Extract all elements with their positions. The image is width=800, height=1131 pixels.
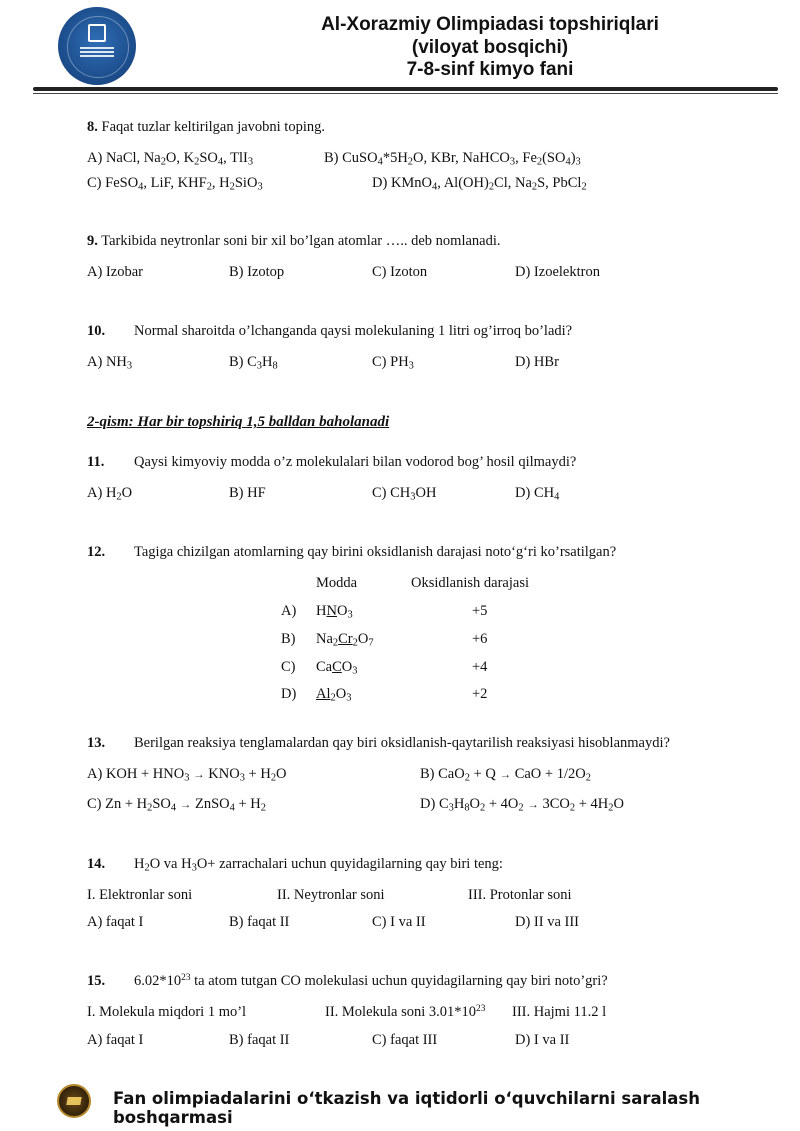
q10-option-c[interactable]: C) $PH_3$: [372, 354, 414, 372]
graduation-cap-icon: [57, 1084, 91, 1118]
q13-option-d[interactable]: D) $C_3H_8O_2 + 4O_2 \to 3CO_2 + 4H_2O$: [420, 796, 624, 814]
question-13: 13.: [87, 735, 106, 751]
olympiad-logo: [58, 7, 136, 85]
q12-column-oksidlanish: Oksidlanish darajasi: [411, 575, 529, 591]
question-9: 9. Tarkibida neytronlar soni bir xil bo’lgan atomlar ….. deb nomlanadi.: [87, 233, 501, 249]
question-10-text: Normal sharoitda o’lchanganda qaysi molekulaning 1 litri og’irroq bo’ladi?: [134, 323, 573, 339]
q9-option-b[interactable]: B) Izotop: [229, 264, 285, 280]
q13-option-a[interactable]: A) KOH + $HNO_3 \to KNO_3 + H_2O$: [87, 766, 287, 784]
question-15-text: $6.02*10^{23}$ ta atom tutgan CO molekulasi uchun quyidagilarning qay biri noto’gri?: [134, 972, 608, 989]
question-14: 14.: [87, 856, 106, 872]
q12-option-c-label[interactable]: C): [281, 659, 296, 675]
q13-option-b[interactable]: B) CaO$_2$ + Q → CaO + $1/2O_2$: [420, 766, 591, 784]
header-title-line3: 7-8-sinf kimyo fani: [406, 59, 574, 80]
q12-option-a-label[interactable]: A): [281, 603, 297, 619]
q12-option-d-substance: $Al_2O_3$: [316, 686, 352, 704]
q11-option-b[interactable]: B) HF: [229, 485, 266, 501]
header-title-line1: Al-Xorazmiy Olimpiadasi topshiriqlari: [321, 14, 659, 35]
section-2-heading: 2-qism: Har bir topshiriq 1,5 balldan baholanadi: [87, 414, 390, 430]
q12-option-a-value: +5: [472, 603, 488, 619]
q15-item-1: I. Molekula miqdori 1 mo’l: [87, 1004, 247, 1020]
q15-item-2: II. Molekula soni $3.01*10^{23}$: [325, 1003, 486, 1020]
q11-option-a[interactable]: A) $H_2O$: [87, 485, 133, 503]
q13-option-c[interactable]: C) $Zn + H_2SO_4$ → ZnSO$_4$ + $H_2$: [87, 796, 266, 814]
q10-option-d[interactable]: D) HBr: [515, 354, 559, 370]
q11-option-d[interactable]: D) $CH_4$: [515, 485, 560, 503]
q14-item-2: II. Neytronlar soni: [277, 887, 385, 903]
header-divider: [33, 87, 778, 91]
q9-option-a[interactable]: A) Izobar: [87, 264, 143, 280]
q14-option-c[interactable]: C) I va II: [372, 914, 426, 930]
q11-option-c[interactable]: C) $CH_3OH$: [372, 485, 437, 503]
q12-column-modda: Modda: [316, 575, 358, 591]
footer-text: Fan olimpiadalarini o‘tkazish va iqtidorli o‘quvchilarni saralash boshqarmasi: [113, 1089, 700, 1127]
q8-option-b[interactable]: B) $CuSO_4*5H_2O$, KBr, NaHCO$_3$, $Fe_2(SO_4)_3$: [324, 150, 581, 168]
question-12: 12.: [87, 544, 106, 560]
q12-option-b-substance: $Na_2Cr_2O_7$: [316, 631, 374, 649]
q12-option-c-value: +4: [472, 659, 488, 675]
q8-option-d[interactable]: D) KMnO$_4$, $Al(OH)_2Cl$, $Na_2S$, PbCl$_2$: [372, 175, 587, 193]
q15-option-a[interactable]: A) faqat I: [87, 1032, 144, 1048]
q14-item-1: I. Elektronlar soni: [87, 887, 193, 903]
q14-option-b[interactable]: B) faqat II: [229, 914, 290, 930]
question-14-text: $H_2O$ va $H_3O+$ zarrachalari uchun quyidagilarning qay biri teng:: [134, 856, 503, 874]
q15-item-3: III. Hajmi 11.2 l: [512, 1004, 607, 1020]
header-divider-thin: [33, 93, 778, 94]
q12-option-d-value: +2: [472, 686, 488, 702]
q10-option-b[interactable]: B) $C_3H_8$: [229, 354, 278, 372]
question-10: 10.: [87, 323, 106, 339]
q10-option-a[interactable]: A) $NH_3$: [87, 354, 133, 372]
q8-option-c[interactable]: C) FeSO$_4$, LiF, $KHF_2$, $H_2SiO_3$: [87, 175, 263, 193]
q12-option-b-value: +6: [472, 631, 488, 647]
q12-option-d-label[interactable]: D): [281, 686, 297, 702]
q9-option-c[interactable]: C) Izoton: [372, 264, 428, 280]
question-11: 11.: [87, 454, 105, 470]
logo-icon: [88, 24, 106, 42]
question-8: 8. Faqat tuzlar keltirilgan javobni toping.: [87, 119, 325, 135]
question-11-text: Qaysi kimyoviy modda o’z molekulalari bilan vodorod bog’ hosil qilmaydi?: [134, 454, 577, 470]
q9-option-d[interactable]: D) Izoelektron: [515, 264, 600, 280]
question-13-text: Berilgan reaksiya tenglamalardan qay biri oksidlanish-qaytarilish reaksiyasi hisoblanmaydi?: [134, 735, 670, 751]
q12-option-a-substance: $HNO_3$: [316, 603, 353, 621]
q15-option-b[interactable]: B) faqat II: [229, 1032, 290, 1048]
q12-option-b-label[interactable]: B): [281, 631, 296, 647]
header-title-line2: (viloyat bosqichi): [411, 37, 569, 58]
q14-option-a[interactable]: A) faqat I: [87, 914, 144, 930]
q14-item-3: III. Protonlar soni: [468, 887, 572, 903]
q8-option-a[interactable]: A) NaCl, $Na_2O$, $K_2SO_4$, TlI$_3$: [87, 150, 254, 168]
question-12-text: Tagiga chizilgan atomlarning qay birini oksidlanish darajasi noto‘g‘ri ko’rsatilgan?: [134, 544, 617, 560]
q15-option-d[interactable]: D) I va II: [515, 1032, 570, 1048]
q12-option-c-substance: CaCO$_3$: [316, 659, 358, 677]
q14-option-d[interactable]: D) II va III: [515, 914, 580, 930]
question-15: 15.: [87, 973, 106, 989]
q15-option-c[interactable]: C) faqat III: [372, 1032, 438, 1048]
